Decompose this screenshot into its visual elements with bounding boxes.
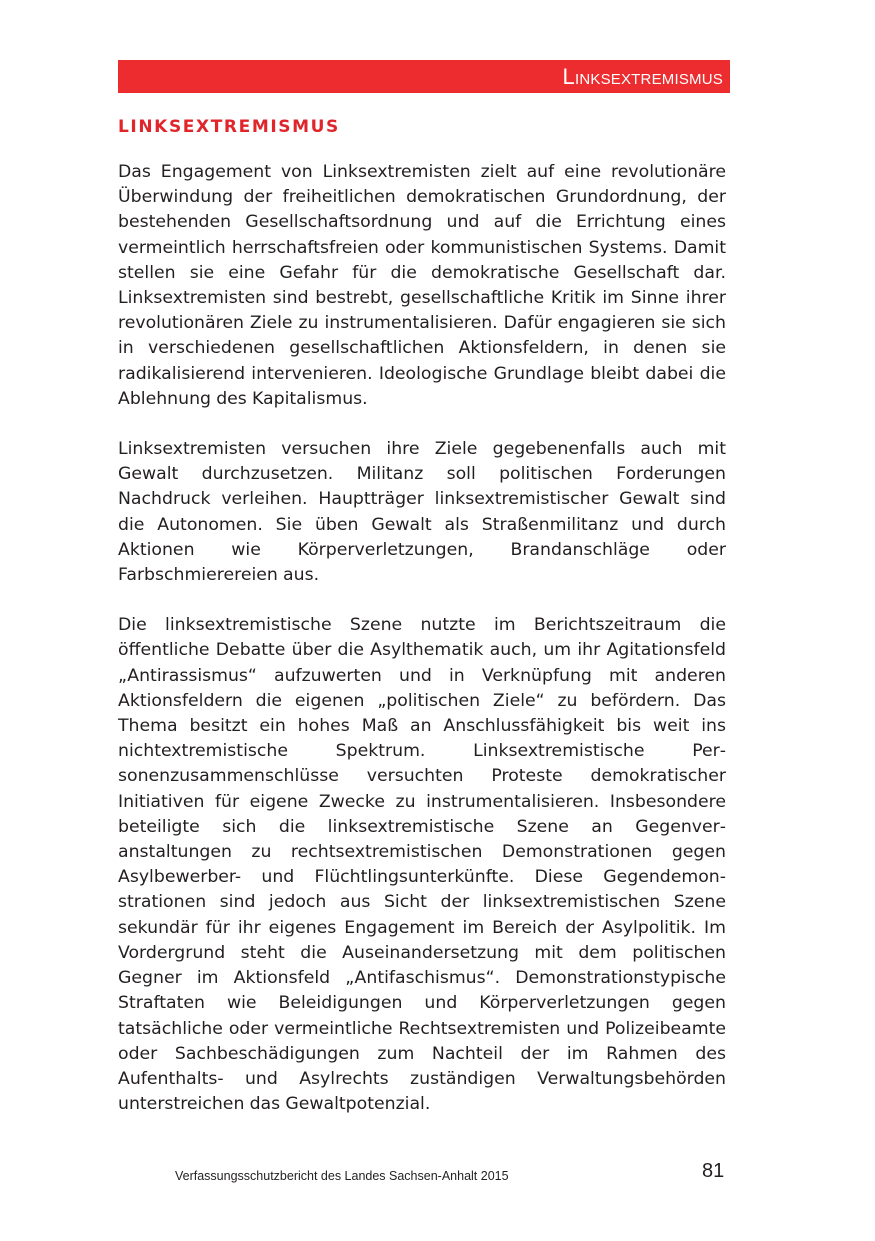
chapter-title: Linksextremismus (562, 64, 723, 89)
page-number: 81 (702, 1160, 725, 1182)
chapter-header-bar (118, 60, 730, 93)
paragraph: Das Engagement von Linksextremisten zielt auf eine revolutionäre Überwindung der freiheitlichen demokratischen Grundordnung, der bestehenden Gesellschaftsordnung und auf die Errichtung eines vermeintlich herrschaftsfreien oder kommunistischen Systems. Damit stellen sie eine Gefahr für die demokratische Gesellschaft dar. Linksextremisten sind bestrebt, gesellschaftliche Kritik im Sinne ihrer revolutionären Ziele zu instrumentalisieren. Dafür engagieren sie sich in verschiedenen gesellschaftlichen Aktionsfeldern, in denen sie radikalisierend intervenieren. Ideologische Grundlage bleibt dabei die Ablehnung des Kapitalismus. (118, 162, 726, 409)
paragraph: Linksextremisten versuchen ihre Ziele gegebenenfalls auch mit Gewalt durchzusetzen. Militanz soll politischen Forderungen Nachdruck verleihen. Hauptträger linksextremistischer Gewalt sind die Autonomen. Sie üben Gewalt als Straßenmilitanz und durch Aktionen wie Körperverletzungen, Brandanschläge oder Farbschmierereien aus. (118, 439, 726, 586)
body-text (118, 160, 726, 1142)
footer-publication: Verfassungsschutzbericht des Landes Sachsen-Anhalt 2015 (175, 1169, 509, 1183)
section-heading: LINKSEXTREMISMUS (118, 117, 340, 137)
paragraph: Die linksextremistische Szene nutzte im Berichtszeitraum die öffentliche Debatte über die Asylthematik auch, um ihr Agitationsfeld „Antirassismus“ aufzuwerten und in Verknüpfung mit anderen Aktionsfeldern die eigenen „politischen Ziele“ zu befördern. Das Thema besitzt ein hohes Maß an Anschlussfähigkeit bis weit ins nichtextremistische Spektrum. Linksextremistische Personenzusammenschlüsse versuchten Proteste demokratischer Initiativen für eigene Zwecke zu instrumentalisieren. Insbesondere beteiligte sich die linksextremistische Szene an Gegenveranstaltungen zu rechtsextremistischen Demonstrationen gegen Asylbewerber- und Flüchtlingsunterkünfte. Diese Gegendemonstrationen sind jedoch aus Sicht der linksextremistischen Szene sekundär für ihr eigenes Engagement im Bereich der Asylpolitik. Im Vordergrund steht die Auseinandersetzung mit dem politischen Gegner im Aktionsfeld „Antifaschismus“. Demonstrationstypische Straftaten wie Beleidigungen und Körperverletzungen gegen tatsächliche oder vermeintliche Rechtsextremisten und Polizeibeamte oder Sachbeschädigungen zum Nachteil der im Rahmen des Aufenthalts- und Asylrechts zuständigen Verwaltungsbehörden unterstreichen das Gewaltpotenzial. (118, 615, 726, 1115)
